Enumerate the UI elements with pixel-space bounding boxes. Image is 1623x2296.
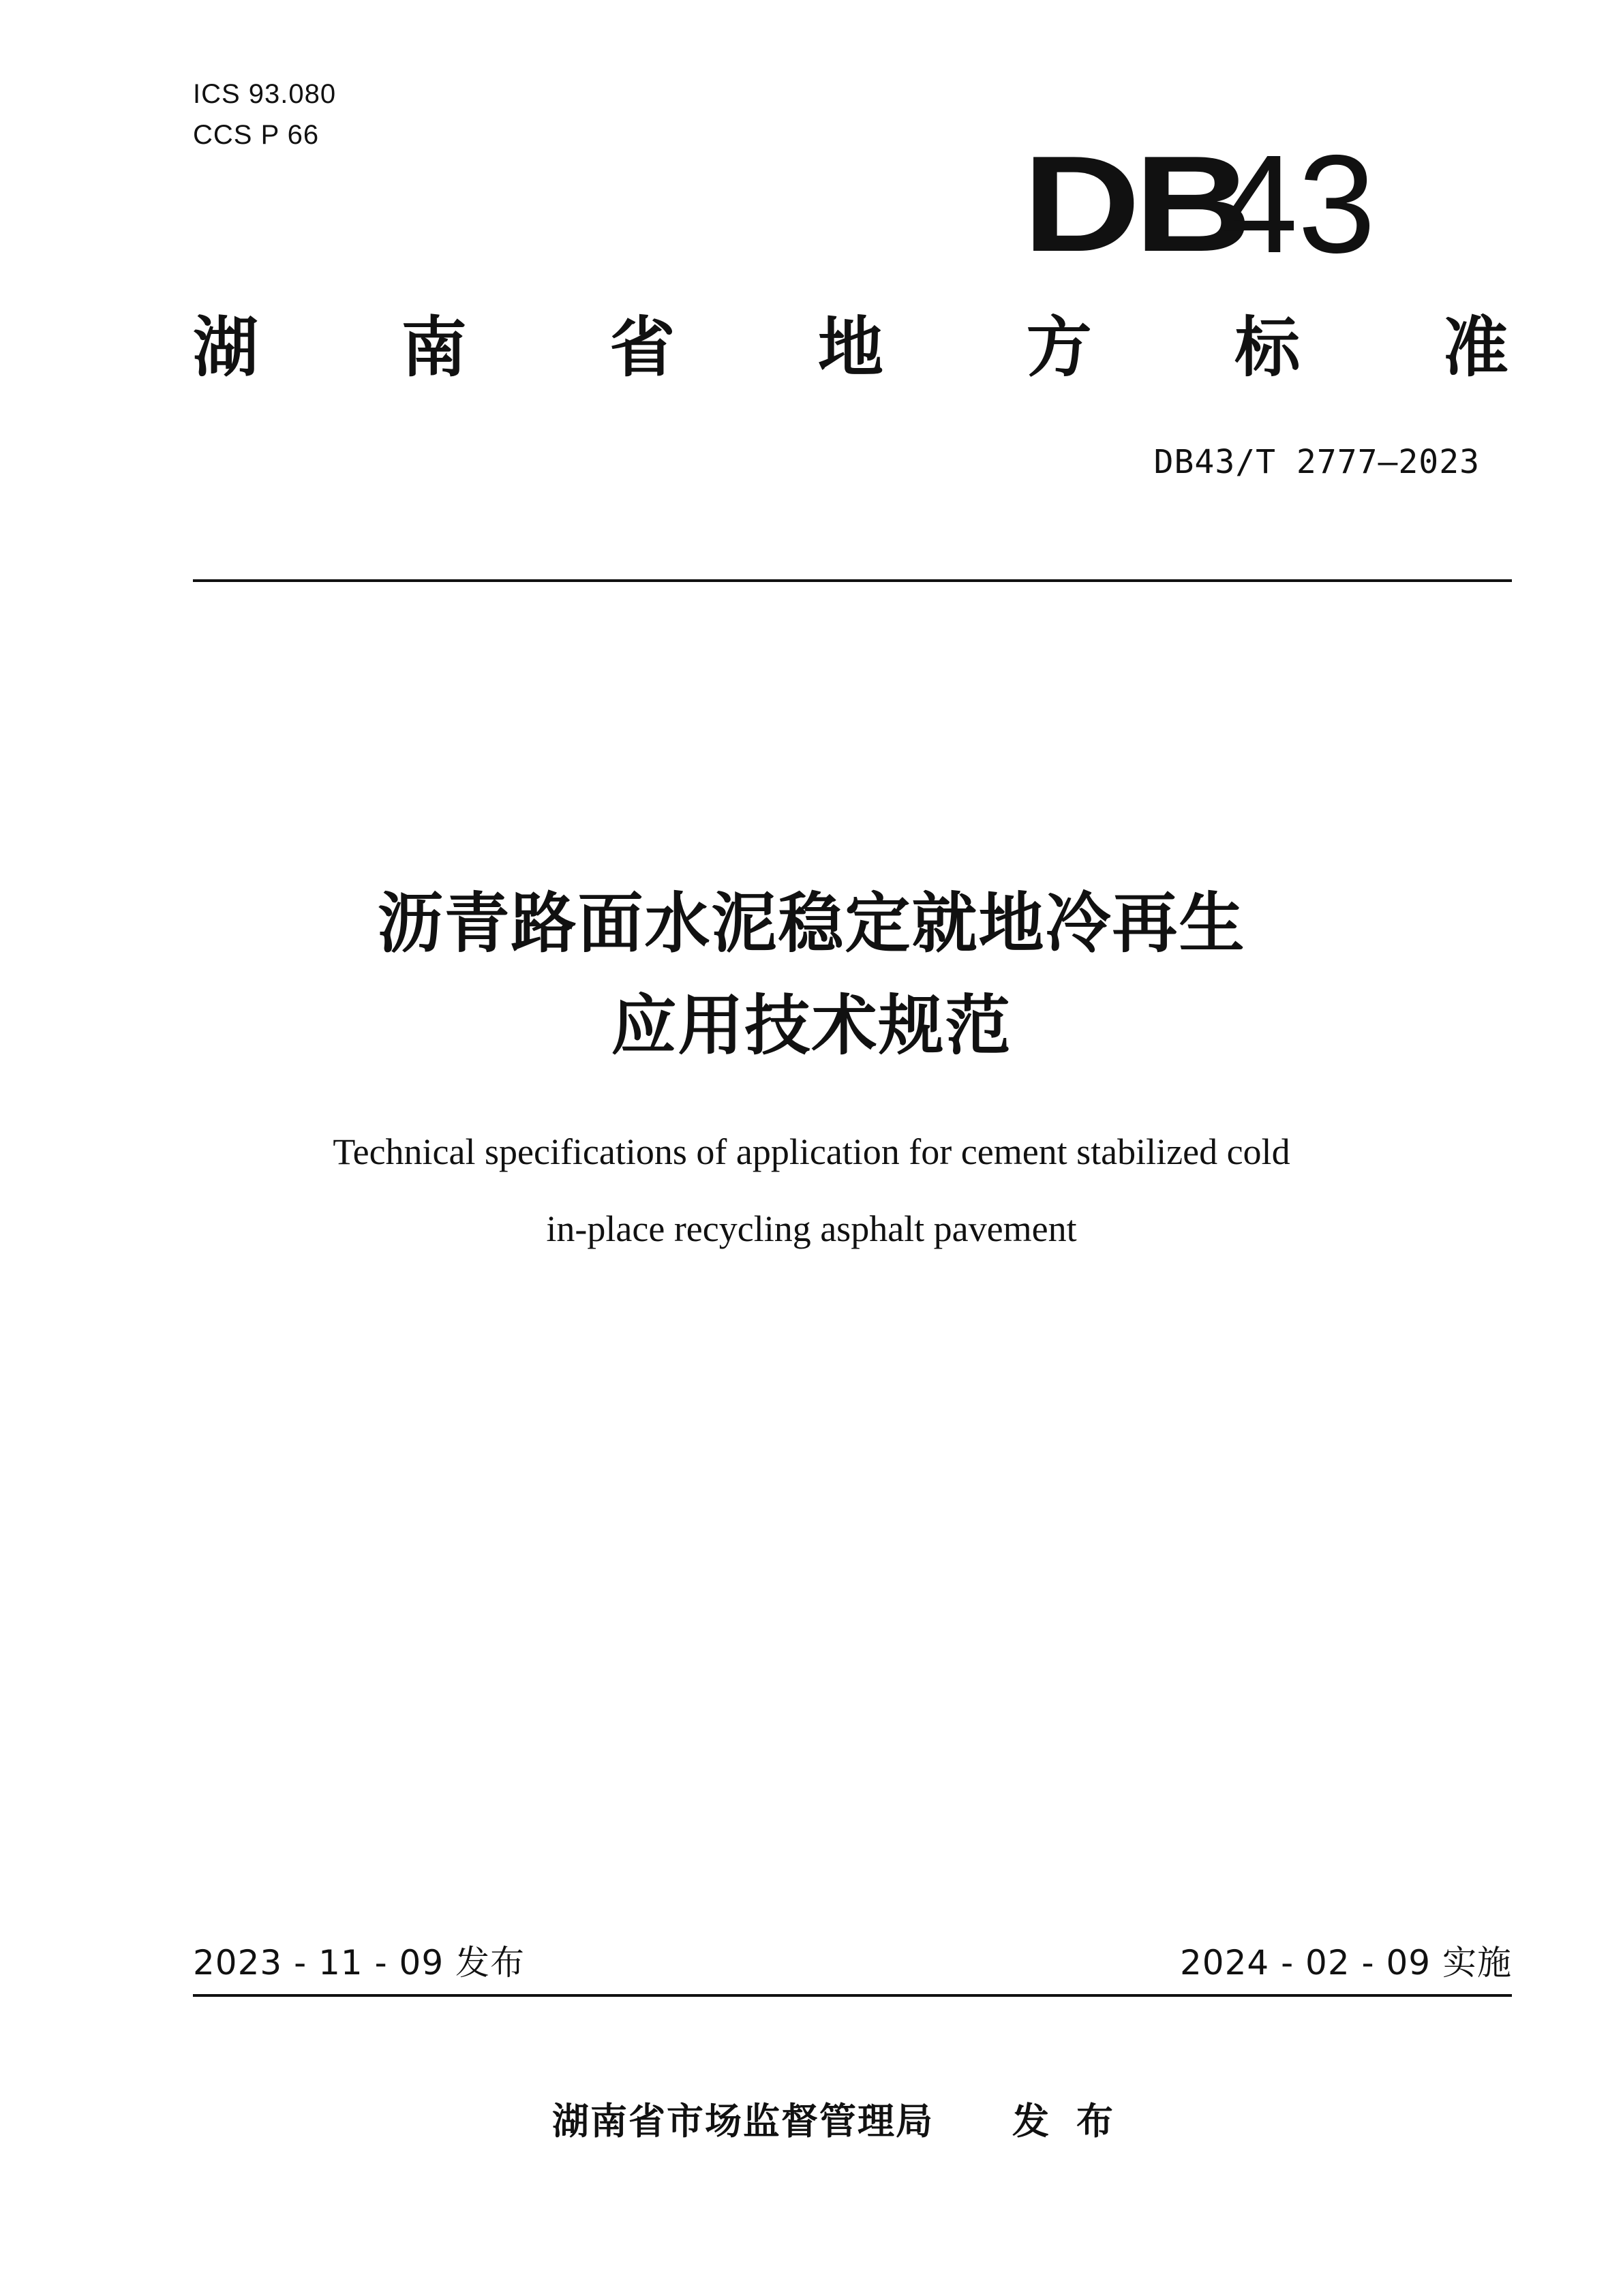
db-logo-prefix: DB	[1022, 128, 1246, 280]
top-divider	[193, 579, 1512, 582]
standard-number: DB43/T 2777—2023	[1153, 443, 1480, 481]
ics-code: ICS 93.080	[193, 79, 337, 109]
classification-codes	[193, 74, 336, 155]
bottom-divider	[193, 1994, 1512, 1997]
publish-date: 2023 - 11 - 09 发布	[193, 1943, 526, 1983]
ccs-code: CCS P 66	[193, 120, 320, 150]
category-char: 准	[1442, 309, 1508, 386]
implementation-date: 2024 - 02 - 09 实施	[1179, 1943, 1512, 1983]
category-char: 湖	[193, 309, 258, 386]
category-char: 省	[609, 309, 676, 386]
title-chinese-line-1: 沥青路面水泥稳定就地冷再生	[377, 885, 1246, 962]
db-logo-number: 43	[1220, 126, 1376, 282]
standard-category	[193, 307, 1508, 388]
title-chinese-line-2: 应用技术规范	[611, 988, 1012, 1064]
category-char: 方	[1026, 309, 1092, 386]
category-char: 标	[1234, 309, 1301, 386]
category-char: 南	[401, 309, 467, 386]
category-char: 地	[817, 309, 883, 386]
title-english-line-2: in-place recycling asphalt pavement	[546, 1208, 1077, 1249]
title-english-line-1: Technical specifications of application for cement stabilized cold	[333, 1131, 1290, 1172]
publish-label: 发布	[1012, 2100, 1140, 2143]
publisher-name: 湖南省市场监督管理局	[552, 2100, 934, 2143]
